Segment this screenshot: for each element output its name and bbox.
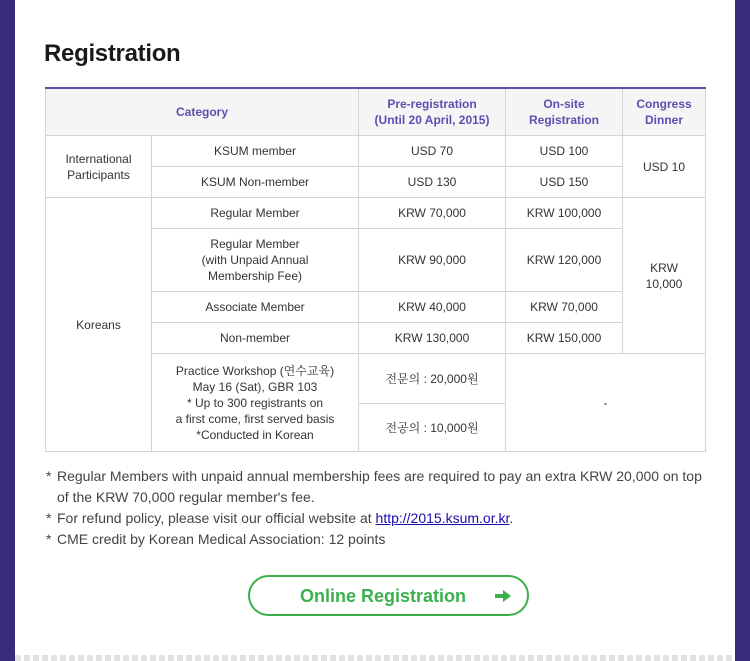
note-cme-credit	[46, 529, 714, 550]
pre-fee-cell: KRW 70,000	[359, 198, 506, 229]
bottom-dashed-border	[15, 655, 735, 661]
table-row	[46, 136, 706, 167]
onsite-fee-cell: KRW 120,000	[506, 229, 623, 292]
dinner-fee-koreans: KRW 10,000	[623, 198, 706, 354]
registration-card	[15, 0, 735, 661]
category-cell: Non-member	[152, 323, 359, 354]
website-link[interactable]: http://2015.ksum.or.kr	[375, 510, 510, 526]
note-text: For refund policy, please visit our official website at	[57, 510, 376, 526]
note-text: .	[509, 510, 514, 526]
workshop-fee-specialist: 전문의 : 20,000원	[359, 354, 506, 404]
note-bullet: *	[46, 468, 52, 484]
pre-fee-cell: USD 130	[359, 167, 506, 198]
group-international: International Participants	[46, 136, 152, 198]
note-text: Regular Members with unpaid annual membership fees are required to pay an extra KRW 20,000 on top of the KRW 70,000 regular member's fee.	[57, 468, 702, 505]
category-cell: KSUM member	[152, 136, 359, 167]
note-bullet: *	[46, 531, 52, 547]
notes	[46, 466, 714, 550]
workshop-fee-resident: 전공의 : 10,000원	[359, 404, 506, 452]
registration-fee-table	[45, 87, 706, 452]
pre-fee-cell: KRW 40,000	[359, 292, 506, 323]
online-registration-button[interactable]	[248, 575, 529, 616]
note-text: CME credit by Korean Medical Association: 12 points	[57, 531, 386, 547]
group-koreans: Koreans	[46, 198, 152, 452]
onsite-fee-cell: USD 100	[506, 136, 623, 167]
onsite-fee-cell: USD 150	[506, 167, 623, 198]
workshop-other-cell: -	[506, 354, 706, 452]
onsite-fee-cell: KRW 150,000	[506, 323, 623, 354]
online-registration-label: Online Registration	[300, 586, 467, 606]
note-refund-policy	[46, 508, 714, 529]
workshop-description: Practice Workshop (연수교육) May 16 (Sat), GBR 103 * Up to 300 registrants on a first come, first served basis *Conducted in Korean	[152, 354, 359, 452]
note-unpaid-fee	[46, 466, 714, 508]
category-cell: Regular Member (with Unpaid Annual Membership Fee)	[152, 229, 359, 292]
category-cell: Associate Member	[152, 292, 359, 323]
table-row	[46, 198, 706, 229]
header-onsite-registration: On-site Registration	[506, 88, 623, 136]
category-cell: Regular Member	[152, 198, 359, 229]
header-pre-registration: Pre-registration (Until 20 April, 2015)	[359, 88, 506, 136]
header-congress-dinner: Congress Dinner	[623, 88, 706, 136]
pre-fee-cell: KRW 130,000	[359, 323, 506, 354]
note-bullet: *	[46, 510, 52, 526]
pre-fee-cell: USD 70	[359, 136, 506, 167]
onsite-fee-cell: KRW 70,000	[506, 292, 623, 323]
onsite-fee-cell: KRW 100,000	[506, 198, 623, 229]
pre-fee-cell: KRW 90,000	[359, 229, 506, 292]
header-category: Category	[46, 88, 359, 136]
arrow-right-icon	[495, 590, 511, 602]
dinner-fee-international: USD 10	[623, 136, 706, 198]
page-title: Registration	[44, 40, 181, 67]
category-cell: KSUM Non-member	[152, 167, 359, 198]
table-header-row	[46, 88, 706, 136]
